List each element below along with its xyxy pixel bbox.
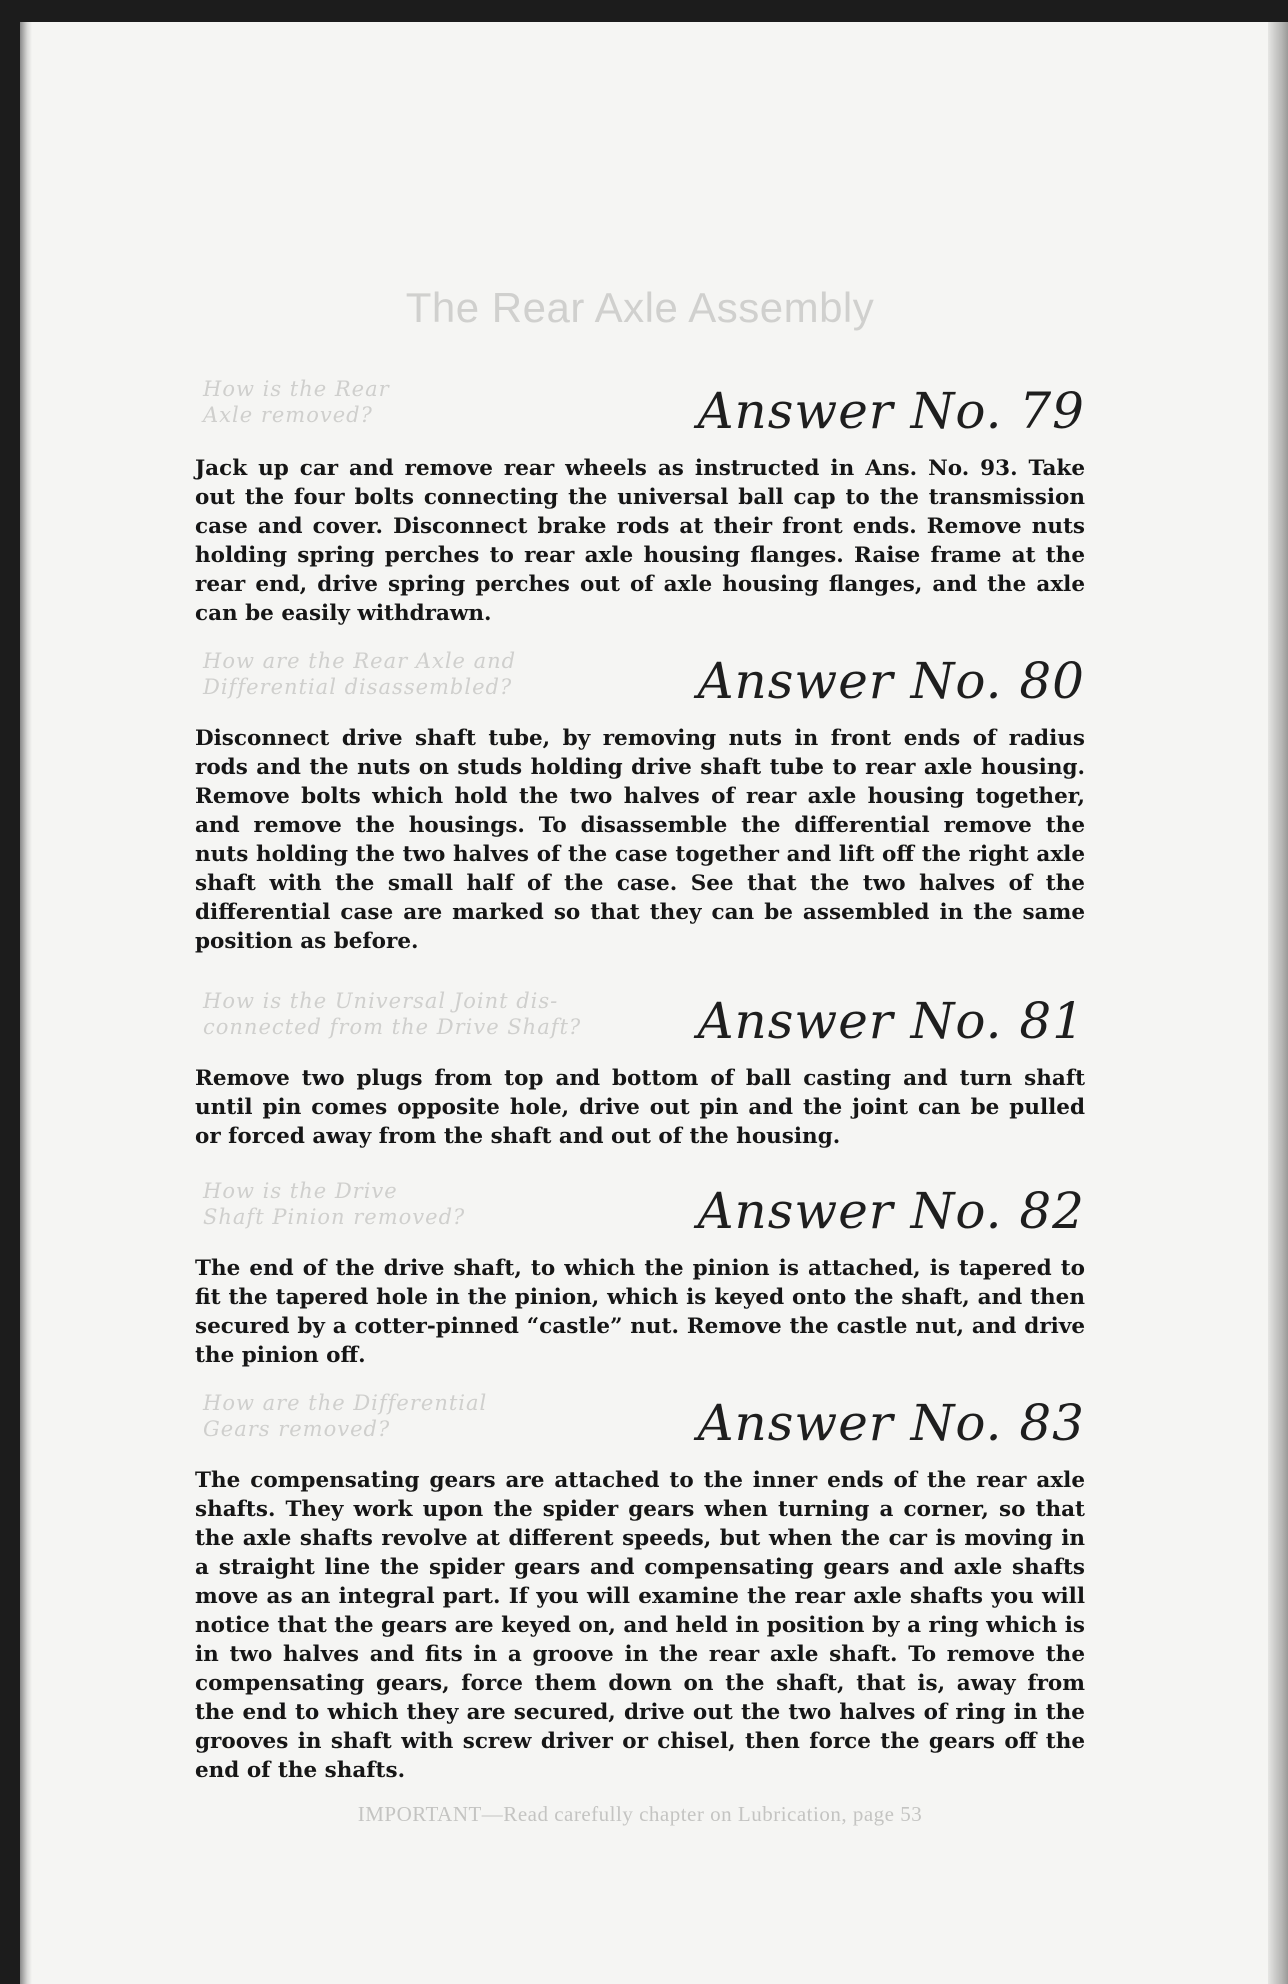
answer-body-80: Disconnect drive shaft tube, by removing nuts in front ends of radius rods and the nuts on studs holding drive shaft tube to rear axle housing. Remove bolts which hold the two halves of rear axle housing together, and remove the housings. To disassemble the differential remove the nuts holding the two halves of the case together and lift off the right axle shaft with the small half of the case. See that the two halves of the differential case are marked so that they can be assembled in the same position as before. xyxy=(195,726,1085,954)
answer-body-82: The end of the drive shaft, to which the pinion is attached, is tapered to fit the tapered hole in the pinion, which is keyed onto the shaft, and then secured by a cotter-pinned “castle” nut. Remove the castle nut, and drive the pinion off. xyxy=(195,1256,1085,1368)
page-title: The Rear Axle Assembly xyxy=(405,284,875,331)
answer-heading-83: Answer No. 83 xyxy=(697,1394,1085,1452)
answer-heading-82: Answer No. 82 xyxy=(697,1182,1085,1240)
question-83: How are the Differential Gears removed? xyxy=(203,1391,488,1441)
answer-heading-79: Answer No. 79 xyxy=(697,382,1085,440)
answer-heading-80: Answer No. 80 xyxy=(697,652,1085,710)
book-page xyxy=(20,22,1268,1984)
footer-note: IMPORTANT—Read carefully chapter on Lubrication, page 53 xyxy=(357,1802,923,1826)
question-82: How is the Drive Shaft Pinion removed? xyxy=(203,1179,466,1229)
answer-body-79: Jack up car and remove rear wheels as instructed in Ans. No. 93. Take out the four bolts connecting the universal ball cap to the transmission case and cover. Disconnect brake rods at their front ends. Remove nuts holding spring perches to rear axle housing flanges. Raise frame at the rear end, drive spring perches out of axle housing flanges, and the axle can be easily withdrawn. xyxy=(195,456,1085,626)
answer-body-81: Remove two plugs from top and bottom of ball casting and turn shaft until pin comes opposite hole, drive out pin and the joint can be pulled or forced away from the shaft and out of the housing. xyxy=(195,1066,1085,1149)
answer-heading-81: Answer No. 81 xyxy=(697,992,1085,1050)
answer-body-83: The compensating gears are attached to the inner ends of the rear axle shafts. They work upon the spider gears when turning a corner, so that the axle shafts revolve at different speeds, but when the car is moving in a straight line the spider gears and compensating gears and axle shafts move as an integral part. If you will examine the rear axle shafts you will notice that the gears are keyed on, and held in position by a ring which is in two halves and fits in a groove in the rear axle shaft. To remove the compensating gears, force them down on the shaft, that is, away from the end to which they are secured, drive out the two halves of ring in the grooves in shaft with screw driver or chisel, then force the gears off the end of the shafts. xyxy=(195,1468,1085,1783)
question-79: How is the Rear Axle removed? xyxy=(203,377,390,427)
question-81: How is the Universal Joint dis- connected from the Drive Shaft? xyxy=(203,989,582,1039)
page-stack-edge xyxy=(1268,22,1288,1984)
page-binding-edge xyxy=(20,22,32,1984)
question-80: How are the Rear Axle and Differential disassembled? xyxy=(203,649,517,699)
